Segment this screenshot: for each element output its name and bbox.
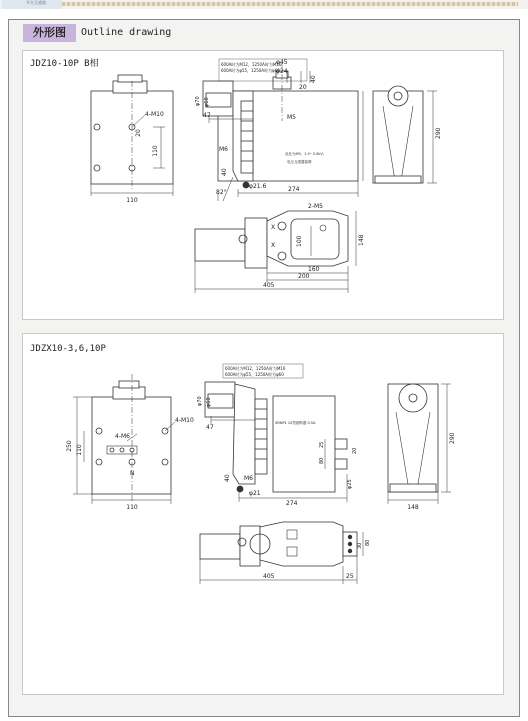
note-c-1: 此处为M5；1.0~3.5kV； — [285, 152, 327, 156]
top-view-1 — [195, 211, 356, 293]
dim2-40: 40 — [224, 474, 231, 482]
dim2-phi21: φ21 — [249, 490, 261, 497]
model-label-1: JDZ10-10P B相 — [30, 59, 99, 69]
section-title-cn: 外形图 — [23, 24, 76, 42]
dim2-250: 250 — [66, 440, 73, 452]
note-c-2: XRNP1 10型熔断器 0.5A — [275, 421, 316, 425]
dim-phi24: φ24 — [276, 68, 288, 75]
note-d-1: 电压互感器铭牌 — [287, 160, 312, 164]
dim2-25a: 25 — [319, 441, 325, 448]
dim-40b: 40 — [221, 168, 228, 176]
thread2-4m6: 4-M6 — [115, 433, 130, 440]
dim2-80: 80 — [319, 457, 325, 464]
thread2-m6: M6 — [244, 475, 253, 482]
dim2-148: 148 — [407, 504, 419, 511]
dim2-274: 274 — [286, 500, 298, 507]
mark-x2: X — [271, 242, 276, 249]
dim-100: 100 — [296, 235, 303, 247]
dim-phi21: φ21.6 — [249, 183, 267, 190]
bolt2-label: 4-M10 — [175, 417, 194, 424]
dim-20b: 20 — [299, 84, 307, 91]
front-view-1 — [91, 75, 173, 196]
top-view-2 — [200, 522, 363, 584]
angle-82: 82° — [216, 189, 227, 196]
dim2-290: 290 — [449, 432, 456, 444]
dim-405: 405 — [263, 282, 275, 289]
dim2-110-h: 110 — [126, 504, 138, 511]
dim-20: 20 — [135, 129, 142, 137]
dim2-47: 47 — [206, 424, 214, 431]
right-view-2 — [388, 384, 451, 504]
dim2-25c: 25 — [346, 573, 354, 580]
side-view-1 — [203, 59, 363, 201]
top-banner — [0, 0, 528, 9]
dim2-110-v: 110 — [76, 444, 83, 456]
dim-290: 290 — [435, 127, 442, 139]
dim2-phi25: φ25 — [347, 479, 353, 489]
drawing-panel-2 — [22, 333, 504, 695]
dim-200: 200 — [298, 273, 310, 280]
dim-274: 274 — [288, 186, 300, 193]
mark-x1: X — [271, 224, 276, 231]
thread-2m5: 2-M5 — [308, 203, 323, 210]
right-view-1 — [373, 86, 437, 183]
dim2-405: 405 — [263, 573, 275, 580]
dim-40: 40 — [310, 75, 317, 83]
outline-drawing-1 — [23, 51, 503, 319]
dim2-30: 30 — [357, 542, 363, 549]
banner-strip — [62, 2, 518, 6]
dim-148: 148 — [358, 234, 365, 246]
section-title-en: Outline drawing — [81, 27, 172, 38]
dim-110-h: 110 — [126, 197, 138, 204]
neutral-n: N — [130, 470, 135, 477]
dim2-phi70: φ70 — [197, 396, 203, 406]
dim-phi60: φ60 — [204, 97, 210, 107]
bolt-label: 4-M10 — [145, 111, 164, 118]
dim2-20: 20 — [352, 447, 358, 454]
dim2-80b: 80 — [365, 539, 371, 546]
dim-110-v: 110 — [152, 145, 159, 157]
outline-drawing-2 — [23, 334, 503, 694]
dim-160: 160 — [308, 266, 320, 273]
note-b-2: 600A时为φ55，1250A时为φ60 — [225, 372, 284, 377]
dim-phi45: φ45 — [276, 59, 288, 66]
note-a-1: 600A时为M12，1250A时为M16 — [221, 62, 282, 67]
dim-phi70: φ70 — [195, 96, 201, 106]
dim-47: 47 — [203, 112, 211, 119]
drawing-panel-1 — [22, 50, 504, 320]
note-a-2: 600A时为M12，1250A时为M16 — [225, 366, 286, 371]
model-label-2: JDZX10-3,6,10P — [30, 344, 106, 354]
brand-logo: 开关互感器 — [2, 0, 62, 9]
thread-m6: M6 — [219, 146, 228, 153]
note-b-1: 600A时为φ55，1250A时为φ60 — [221, 68, 280, 73]
thread-m5: M5 — [287, 114, 296, 121]
dim2-phi60: φ60 — [206, 397, 212, 407]
